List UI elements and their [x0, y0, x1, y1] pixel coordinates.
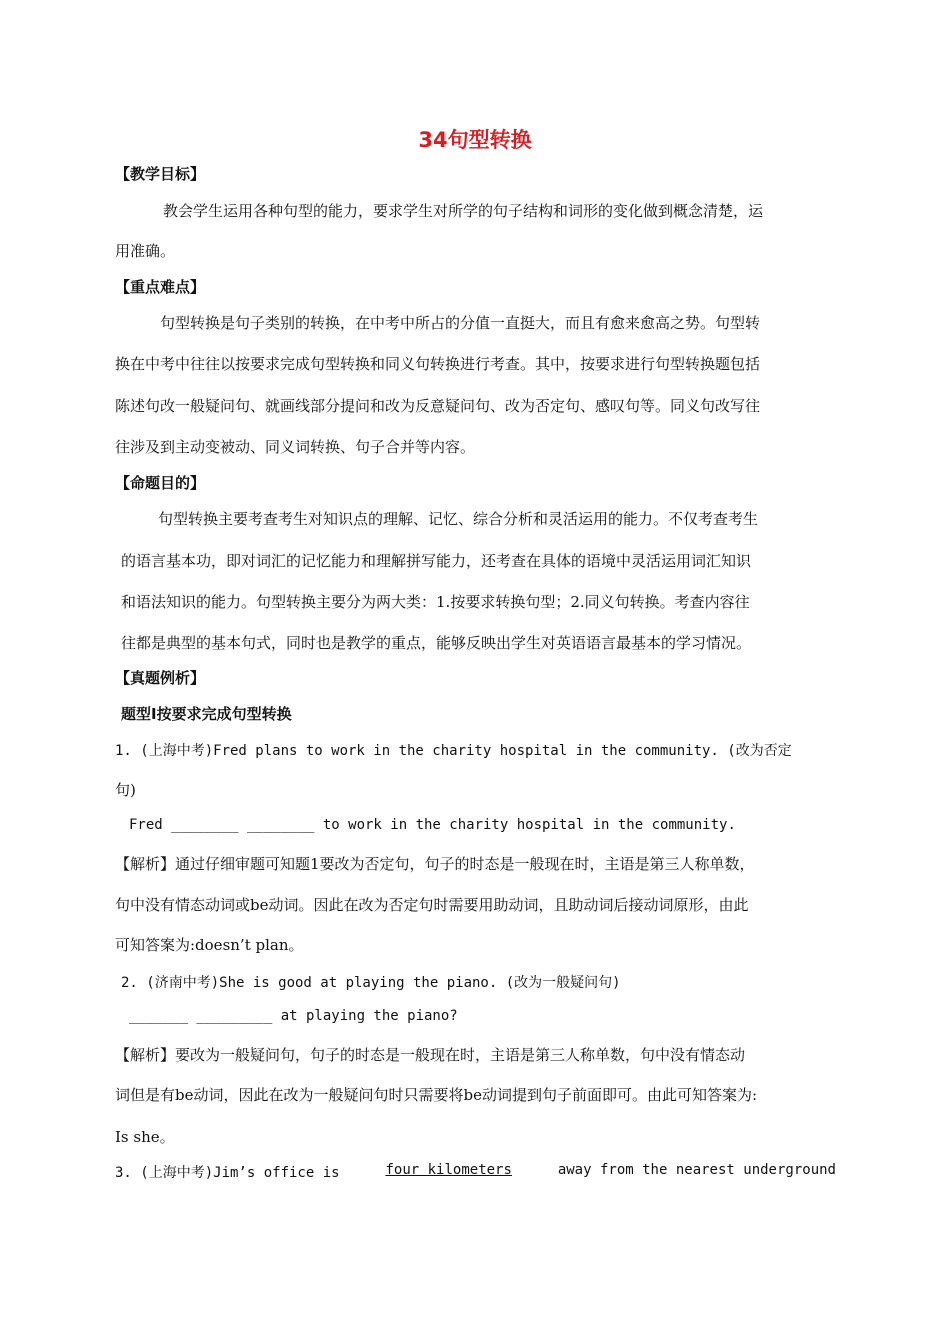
q2-answer-blanks: _______ _________ at playing the piano? [129, 1008, 458, 1024]
type1-heading: 题型Ⅰ按要求完成句型转换 [121, 705, 292, 723]
q2-analysis: Is she。 [115, 1128, 175, 1146]
key-points-line: 换在中考中往往以按要求完成句型转换和同义句转换进行考查。其中，按要求进行句型转换题包括 [115, 355, 761, 373]
purpose-line: 句型转换主要考查考生对知识点的理解、记忆、综合分析和灵活运用的能力。不仅考查考生 [158, 510, 759, 528]
q1-analysis: 句中没有情态动词或be动词。因此在改为否定句时需要用助动词，且助动词后接动词原形，由此 [115, 896, 749, 914]
purpose-line: 和语法知识的能力。句型转换主要分为两大类：1.按要求转换句型；2.同义句转换。考查内容往 [121, 593, 750, 611]
q1-question-cont: 句) [115, 781, 136, 799]
example-heading: 【真题例析】 [115, 669, 206, 687]
purpose-line: 往都是典型的基本句式，同时也是教学的重点，能够反映出学生对英语语言最基本的学习情况。 [121, 634, 752, 652]
key-points-line: 陈述句改一般疑问句、就画线部分提问和改为反意疑问句、改为否定句、感叹句等。同义句改写往 [115, 397, 761, 415]
goal-text-line: 教会学生运用各种句型的能力，要求学生对所学的句子结构和词形的变化做到概念清楚，运 [163, 202, 764, 220]
q1-analysis: 可知答案为:doesn’t plan。 [115, 936, 304, 954]
key-points-heading: 【重点难点】 [115, 278, 206, 296]
purpose-line: 的语言基本功，即对词汇的记忆能力和理解拼写能力，还考查在具体的语境中灵活运用词汇知识 [121, 552, 752, 570]
q3-prefix: 3. (上海中考)Jim’s office is [115, 1165, 340, 1181]
q1-answer-blanks: Fred ________ ________ to work in the charity hospital in the community. [129, 817, 736, 833]
page-title: 34句型转换 [418, 128, 532, 152]
q2-analysis: 【解析】要改为一般疑问句，句子的时态是一般现在时，主语是第三人称单数，句中没有情态动 [115, 1046, 746, 1064]
key-points-line: 往涉及到主动变被动、同义词转换、句子合并等内容。 [115, 438, 476, 456]
q3-question [115, 1162, 836, 1182]
q3-underlined-phrase: four kilometers [385, 1162, 512, 1178]
q2-question: 2. (济南中考)She is good at playing the piano. (改为一般疑问句) [121, 975, 621, 991]
purpose-heading: 【命题目的】 [115, 474, 206, 492]
q1-analysis: 【解析】通过仔细审题可知题1要改为否定句，句子的时态是一般现在时，主语是第三人称单数， [115, 855, 755, 873]
goal-text-line: 用准确。 [115, 242, 176, 260]
goal-heading: 【教学目标】 [115, 165, 206, 183]
q1-question: 1. (上海中考)Fred plans to work in the charity hospital in the community. (改为否定 [115, 743, 792, 759]
q2-analysis: 词但是有be动词，因此在改为一般疑问句时只需要将be动词提到句子前面即可。由此可知答案为: [115, 1086, 758, 1104]
key-points-line: 句型转换是句子类别的转换，在中考中所占的分值一直挺大，而且有愈来愈高之势。句型转 [160, 314, 761, 332]
q3-suffix: away from the nearest underground [557, 1162, 836, 1178]
